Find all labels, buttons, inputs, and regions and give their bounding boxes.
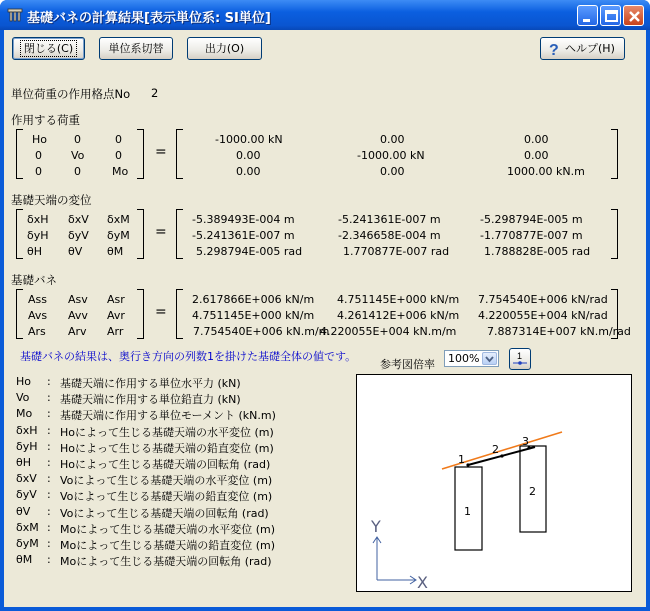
close-icon xyxy=(624,6,645,27)
matrix-symbol: Arv xyxy=(68,325,87,338)
matrix-value: 4.261412E+006 kN/m xyxy=(337,309,460,322)
legend-symbol: δxM xyxy=(16,520,39,534)
matrix-symbol: δxV xyxy=(68,213,89,226)
matrix-bracket xyxy=(16,209,23,259)
matrix-value: 1.788828E-005 rad xyxy=(484,245,591,258)
member-label-2: 2 xyxy=(529,485,536,498)
legend-separator: : xyxy=(47,375,51,388)
matrix-symbol: δyV xyxy=(68,229,89,242)
matrix-value: -1000.00 kN xyxy=(215,133,283,146)
matrix-value: -5.241361E-007 m xyxy=(192,229,295,242)
legend-separator: : xyxy=(47,456,51,469)
legend-separator: : xyxy=(47,520,51,534)
help-button[interactable] xyxy=(540,37,625,60)
legend-symbol: δyV xyxy=(16,488,37,502)
matrix-bracket xyxy=(611,209,618,259)
minimize-icon xyxy=(578,6,599,27)
matrix-symbol: Arr xyxy=(107,325,124,338)
matrix-symbol: 0 xyxy=(35,165,42,178)
legend-description: Moによって生じる基礎天端の水平変位 (m) xyxy=(60,522,276,536)
matrix-symbol: 0 xyxy=(74,165,81,178)
legend-separator: : xyxy=(47,407,51,421)
legend-symbol: θM xyxy=(16,553,33,567)
spring-section-title: 基礎バネ xyxy=(11,273,57,287)
disp-section-title: 基礎天端の変位 xyxy=(11,193,92,207)
equals-sign: = xyxy=(155,224,167,240)
matrix-value: 1000.00 kN.m xyxy=(507,165,585,178)
scale-label: 参考図倍率 xyxy=(380,358,435,371)
legend-symbol: δyH xyxy=(16,439,38,453)
legend-separator: : xyxy=(47,504,51,518)
matrix-bracket xyxy=(137,129,144,179)
matrix-symbol: 0 xyxy=(74,133,81,146)
matrix-value: 5.298794E-005 rad xyxy=(196,245,303,258)
legend-symbol: δxH xyxy=(16,423,38,437)
node-1 xyxy=(466,463,469,466)
matrix-symbol: Ass xyxy=(28,293,47,306)
matrix-symbol: Asr xyxy=(107,293,125,306)
matrix-value: -5.389493E-004 m xyxy=(192,213,295,226)
scale-select-value: 100% xyxy=(448,352,480,365)
matrix-value: 2.617866E+006 kN/m xyxy=(192,293,315,306)
matrix-symbol: 0 xyxy=(115,133,122,146)
load-point-label: 単位荷重の作用格点No xyxy=(11,87,131,101)
legend-separator: : xyxy=(47,488,51,502)
matrix-value: 1.770877E-007 rad xyxy=(343,245,450,258)
matrix-symbol: Mo xyxy=(112,165,129,178)
matrix-bracket xyxy=(137,289,144,339)
matrix-bracket xyxy=(16,289,23,339)
legend-symbol: Mo xyxy=(16,407,33,421)
title-bar[interactable] xyxy=(0,0,650,30)
matrix-symbol: Ho xyxy=(32,133,48,146)
legend-symbol: θH xyxy=(16,456,32,469)
minimize-button[interactable] xyxy=(577,5,598,26)
legend-description: Voによって生じる基礎天端の回転角 (rad) xyxy=(60,506,269,520)
x-axis-label: X xyxy=(417,573,428,591)
legend-description: Hoによって生じる基礎天端の水平変位 (m) xyxy=(60,425,274,439)
node-number-toggle-button[interactable] xyxy=(509,348,531,370)
matrix-value: -1000.00 kN xyxy=(357,149,425,162)
matrix-value: 0.00 xyxy=(380,133,405,146)
y-axis-label: Y xyxy=(371,517,381,536)
matrix-value: 0.00 xyxy=(524,133,549,146)
legend-description: Hoによって生じる基礎天端の回転角 (rad) xyxy=(60,458,271,471)
legend-separator: : xyxy=(47,537,51,550)
legend-description: 基礎天端に作用する単位鉛直力 (kN) xyxy=(60,393,241,407)
close-window-button[interactable] xyxy=(623,5,644,26)
matrix-value: 7.754540E+006 kN/rad xyxy=(478,293,608,306)
equals-sign: = xyxy=(155,304,167,320)
matrix-value: -5.298794E-005 m xyxy=(480,213,583,226)
legend-separator: : xyxy=(47,423,51,437)
matrix-symbol: 0 xyxy=(115,149,122,162)
legend-description: Hoによって生じる基礎天端の鉛直変位 (m) xyxy=(60,441,274,455)
matrix-symbol: Avs xyxy=(28,309,48,322)
unit-toggle-button[interactable]: 単位系切替 xyxy=(99,37,173,60)
output-button[interactable]: 出力(O) xyxy=(187,37,262,60)
help-label: ヘルプ(H) xyxy=(565,42,615,55)
legend-symbol: Ho xyxy=(16,375,32,388)
member-label-1: 1 xyxy=(464,505,471,518)
matrix-symbol: θH xyxy=(27,245,43,258)
matrix-symbol: Vo xyxy=(71,149,85,162)
legend-description: Voによって生じる基礎天端の鉛直変位 (m) xyxy=(60,490,273,504)
legend-description: Moによって生じる基礎天端の回転角 (rad) xyxy=(60,555,272,569)
legend-symbol: δyM xyxy=(16,537,39,550)
matrix-symbol: θV xyxy=(68,245,83,258)
matrix-value: 4.220055E+004 kN.m/m xyxy=(320,325,457,338)
legend-symbol: θV xyxy=(16,504,31,518)
node-2 xyxy=(500,454,503,457)
matrix-bracket xyxy=(176,289,183,339)
note-text: 基礎バネの結果は、奥行き方向の列数1を掛けた基礎全体の値です。 xyxy=(20,350,357,363)
legend-description: 基礎天端に作用する単位水平力 (kN) xyxy=(60,377,241,390)
matrix-value: 0.00 xyxy=(236,149,261,162)
node-label-1: 1 xyxy=(458,453,465,466)
svg-text:1: 1 xyxy=(517,351,523,361)
chevron-down-icon[interactable] xyxy=(482,352,497,365)
legend-symbol: δxV xyxy=(16,472,37,486)
matrix-value: 4.751145E+000 kN/m xyxy=(337,293,460,306)
matrix-value: 0.00 xyxy=(524,149,549,162)
legend-description: Voによって生じる基礎天端の水平変位 (m) xyxy=(60,474,273,488)
matrix-value: 4.751145E+000 kN/m xyxy=(192,309,315,322)
matrix-value: 7.887314E+007 kN.m/rad xyxy=(487,325,631,338)
legend-separator: : xyxy=(47,439,51,453)
equals-sign: = xyxy=(155,144,167,160)
matrix-value: -5.241361E-007 m xyxy=(338,213,441,226)
legend-description: Moによって生じる基礎天端の鉛直変位 (m) xyxy=(60,539,276,552)
legend-separator: : xyxy=(47,472,51,486)
maximize-button[interactable] xyxy=(600,5,621,26)
legend-description: 基礎天端に作用する単位モーメント (kN.m) xyxy=(60,409,276,423)
node-label-2: 2 xyxy=(492,443,499,456)
legend-symbol: Vo xyxy=(16,391,30,405)
help-icon xyxy=(548,41,562,57)
diagram-canvas xyxy=(357,375,631,591)
legend-separator: : xyxy=(47,553,51,567)
scale-select[interactable] xyxy=(444,350,499,367)
matrix-value: 0.00 xyxy=(380,165,405,178)
matrix-symbol: δxH xyxy=(27,213,49,226)
app-icon xyxy=(7,7,23,23)
maximize-icon xyxy=(601,6,622,27)
load-section-title: 作用する荷重 xyxy=(11,113,80,127)
matrix-symbol: Avv xyxy=(68,309,88,322)
node-label-3: 3 xyxy=(522,435,529,448)
matrix-bracket xyxy=(16,129,23,179)
matrix-bracket xyxy=(176,209,183,259)
matrix-symbol: Ars xyxy=(28,325,46,338)
matrix-bracket xyxy=(137,209,144,259)
close-button[interactable]: 閉じる(C) xyxy=(12,37,85,60)
matrix-symbol: Asv xyxy=(68,293,88,306)
matrix-value: -2.346658E-004 m xyxy=(338,229,441,242)
svg-text:?: ? xyxy=(549,42,559,57)
matrix-bracket xyxy=(176,129,183,179)
matrix-value: 0.00 xyxy=(236,165,261,178)
matrix-symbol: θM xyxy=(107,245,124,258)
matrix-value: 7.754540E+006 kN.m/m xyxy=(193,325,330,338)
matrix-symbol: δxM xyxy=(107,213,130,226)
structure-diagram xyxy=(356,374,632,592)
matrix-symbol: δyM xyxy=(107,229,130,242)
window-title: 基礎バネの計算結果[表示単位系: SI単位] xyxy=(27,11,271,26)
matrix-bracket xyxy=(611,129,618,179)
matrix-symbol: 0 xyxy=(35,149,42,162)
matrix-value: 4.220055E+004 kN/rad xyxy=(478,309,608,322)
client-area xyxy=(4,30,646,607)
legend-separator: : xyxy=(47,391,51,405)
node-marker-icon xyxy=(510,349,530,369)
load-point-value: 2 xyxy=(151,86,159,100)
matrix-value: -1.770877E-007 m xyxy=(480,229,583,242)
matrix-symbol: Avr xyxy=(107,309,125,322)
matrix-symbol: δyH xyxy=(27,229,49,242)
